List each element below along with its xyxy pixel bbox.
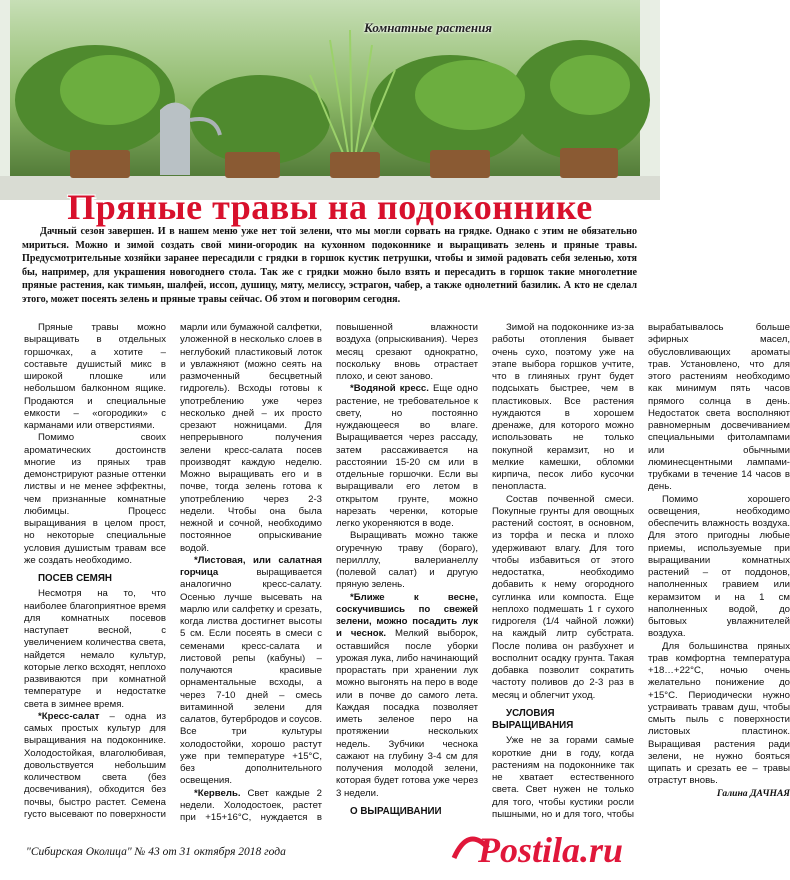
article-body	[24, 322, 790, 832]
article-lead	[22, 225, 637, 307]
mustard-paragraph: *Листовая, или салатная горчица выращивается аналогично кресс-салату. Осенью лучше высевать на марлю или салфетку и срезать, когда листва достигнет высоты 5 см. Если посеять в смеси с семенами кресс-салата и листовой репы (кабуны) – получаются красивые орнаментальные всходы, а через 7-10 дней – смесь витаминной зелени для салатов, бутербродов и соусов. Все три культуры холодостойки, хорошо растут уже при температуре +15°С, без дополнительного освещения.	[180, 554, 322, 787]
body-paragraph: Помимо хорошего освещения, необходимо обеспечить влажность воздуха. Для этого пригодны любые приемы, используемые при выращивании комнатных растений – от поддонов, наполненных гравием или керамзитом и на 1 см наполненных водой, до бытовых увлажнителей воздуха.	[648, 493, 790, 640]
body-paragraph: Несмотря на то, что наиболее благоприятное время для комнатных посевов наступает весной, с увеличением количества света, найдется немало культур, которые легко всходят, неплохо развиваются при комнатной температуре и недостатке света в зимнее время.	[24, 588, 166, 710]
body-paragraph: Пряные травы можно выращивать в отдельных горшочках, а хотите – составьте душистый микс в широкой плошке или небольшом балконном ящике. Продаются и специальные емкости – «огородики» с карманами или отверстиями.	[24, 322, 166, 431]
watercress-title: *Водяной кресс.	[350, 383, 429, 395]
chervil-title: *Кервель.	[194, 787, 241, 799]
watermark-text: Postila.ru	[478, 830, 624, 870]
body-paragraph: Состав почвенной смеси. Покупные грунты для овощных растений состоят, в основном, из торфа и песка и плохо удерживают влагу. Для того чтобы избавиться от этого недостатка, необходимо добавить к нему огородного суглинка или компоста. Еще неплохо подмешать 1 г сухого гидрогеля (1/4 чайной ложки) на каждый литр субстрата. После полива он разбухнет и восполнит осадку грунта. Такая добавка позволит сократить частоту поливов до 2-3 раз в месяц и облегчит уход.	[492, 493, 634, 701]
onion-paragraph: *Ближе к весне, соскучившись по свежей зелени, можно посадить лук и чеснок. Мелкий выборок, оставшийся после уборки урожая лука, либо начинающий прорастать при хранении лук можно выгонять на перо в воде или в почве до самого лета. Каждая посадка позволяет иметь зеленое перо на протяжении нескольких недель. Зубчики чеснока сажают на глубину 3-4 см для получения молодой зелени, которая будет готова уже через 3 недели.	[336, 591, 479, 799]
section-heading-sowing: ПОСЕВ СЕМЯН	[38, 573, 112, 584]
onion-title: *Ближе к весне, соскучившись по свежей зелени, можно посадить лук и чеснок.	[336, 591, 478, 640]
body-paragraph: Для большинства пряных трав комфортна температура +18…+22°С, ночью очень желательно понижение до +15°С. Периодически нужно устраивать травам душ, чтобы смыть пыль с поверхности листовых пластинок. Выращивая растения ради зелени, не нужно бояться щипать и срезать ее – травы отрастут вновь.	[648, 640, 790, 787]
section-heading-conditions: УСЛОВИЯ ВЫРАЩИВАНИЯ	[492, 707, 574, 731]
article-title: Пряные травы на подоконнике	[67, 187, 593, 227]
body-paragraph: Уже не за горами самые короткие дни в году, когда растениям на подоконнике так не хватает естественного света. Свет нужен не только для того, чтобы кустики росли пышными, но и для того, чтобы вырабатывалось больше эфирных масел, обусловливающих ароматы трав. Установлено, что для этого растениям необходимо как минимум пять часов прямого солнца в день. Недостаток света восполняют равномерным досвечиванием специальными фитолампами или обычными люминесцентными лампами-трубками в течение 14 часов в день.	[492, 322, 790, 820]
lead-paragraph: Дачный сезон завершен. И в нашем меню уже нет той зелени, что мы могли сорвать на грядке. Однако с этим не обязательно мириться. Можно и зимой создать свой мини-огородик на кухонном подоконнике и выращивать зелень и пряные травы. Предусмотрительные хозяйки заранее пересадили с грядки в горшок кустик петрушки, чтобы и зимой радовать себя зеленью, хотя бы, например, для украшения новогоднего стола. Так же с грядки можно было взять и пересадить в горшок такие многолетние пряные растения, как тимьян, шалфей, иссоп, душицу, мяту, мелиссу, эстрагон, чабер, а также однолетний базилик. А кто не сделал этого, может посеять зелень и пряные травы сейчас. Об этом и поговорим сегодня.	[22, 226, 637, 305]
issue-footer: "Сибирская Околица" № 43 от 31 октября 2018 года	[26, 846, 286, 858]
window-herbs-photo	[0, 0, 660, 200]
section-rubric: Комнатные растения	[364, 20, 492, 35]
body-paragraph: Зимой на подоконнике из-за работы отопления бывает очень сухо, поэтому уже на этапе выбора горшков учтите, что в глиняных грунт будет подсыхать быстрее, чем в пластиковых. Все растения нуждаются в хорошем дренаже, для которого можно использовать не только покупной керамзит, но и мелкие камешки, обломки кирпича, песок либо кусочки пенопласта.	[492, 322, 634, 493]
body-paragraph: Помимо своих ароматических достоинств многие из пряных трав демонстрируют разные оттенки листвы и не менее эффектны, чем признанные комнатные любимцы. Процесс выращивания в целом прост, но некоторые специальные условия душистым травам все же создать необходимо.	[24, 432, 166, 566]
cress-paragraph: *Кресс-салат – одна из самых простых культур для выращивания на подоконнике. Холодостойкая, влаголюбивая, довольствуется небольшим количеством света (без досвечивания), обходится без почвы, быстро растет. Семена густо высевают по поверхности марли или бумажной салфетки, уложенной в несколько слоев в неглубокий пластиковый лоток и увлажняют (можно сеять на размоченный бесцветный гидрогель). Всходы готовы к употреблению уже через несколько дней – их просто срезают ножницами. Для непрерывного получения зелени кресс-салата посев производят каждую неделю. Можно выращивать его и в почве, тогда зелень готова к употреблению через 2-3 недели. Чтобы она была нежной и сочной, необходимо постоянное опрыскивание водой.	[24, 322, 322, 820]
postila-watermark	[448, 818, 648, 874]
mustard-title: *Листовая, или салатная горчица	[180, 554, 322, 578]
cress-title: *Кресс-салат	[38, 710, 100, 722]
chervil-paragraph: *Кервель. Свет каждые 2 недели. Холодостоек, растет при +15+16°С, нуждается в повышенной влажности воздуха (опрыскивания). Через месяц срезают однократно, поскольку вновь отрастает плохо, и сеют заново.	[180, 322, 478, 823]
herb-pots-illustration	[0, 0, 660, 200]
author-signature: Галина ДАЧНАЯ	[716, 787, 790, 799]
watercress-paragraph: *Водяной кресс. Еще одно растение, не требовательное к свету, но постоянно нуждающееся во влаге. Выращивается через рассаду, затем рассаживается на расстоянии 15-20 см или в отдельные горшочки. Если вы выращивали его летом в открытом грунте, можно нарезать черенки, которые легко укореняются в воде.	[336, 383, 478, 529]
body-paragraph: Выращивать можно также огуречную траву (бораго), перилллу, валерианеллу (полевой салат) и другую пряную зелень.	[336, 530, 478, 591]
section-heading-cultivation: О ВЫРАЩИВАНИИ	[350, 805, 442, 817]
